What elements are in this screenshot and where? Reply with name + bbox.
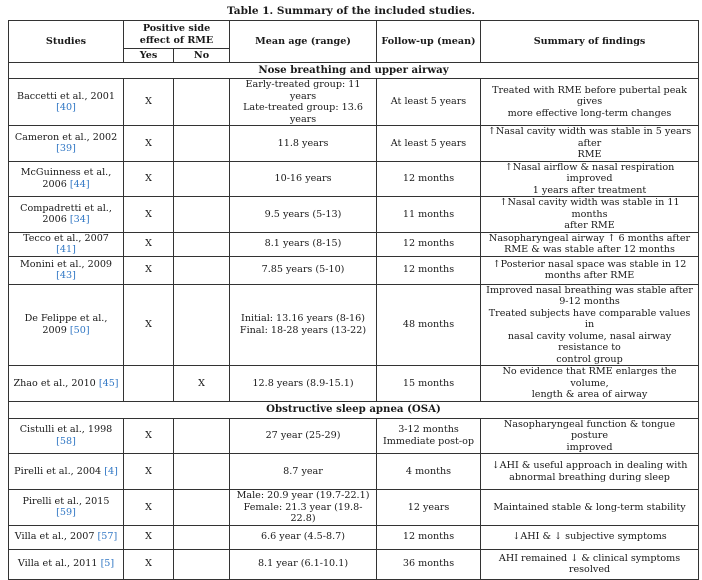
findings-line: 9-12 months [559, 296, 620, 307]
yes-cell: X [124, 161, 174, 197]
reference-link[interactable]: [34] [69, 214, 90, 226]
mean-age-cell [230, 284, 377, 366]
follow-up-cell [377, 454, 481, 490]
mean-age-line: Early-treated group: 11 years [245, 79, 361, 102]
study-name: Cistulli et al., 1998 [19, 424, 113, 436]
reference-link[interactable]: [50] [69, 324, 90, 336]
mean-age-line: Female: 21.3 year (19.8-22.8) [243, 501, 363, 524]
findings-line: Nasopharyngeal function & tongue posture [503, 418, 676, 441]
summary-table [8, 20, 699, 580]
table-row [9, 197, 699, 233]
follow-up-line: 48 months [402, 319, 455, 330]
findings-line: Improved nasal breathing was stable after [486, 284, 693, 296]
findings-line: ↑Nasal airflow & nasal respiration improved [504, 161, 675, 184]
findings-line: Treated subjects have comparable values in [488, 307, 691, 330]
findings-line: AHI remained ↓ & clinical symptoms [498, 552, 681, 564]
findings-line: ↑Nasal cavity width was stable in 11 months [499, 197, 680, 220]
table-row [9, 549, 699, 579]
study-cell [9, 366, 124, 402]
no-cell: X [174, 366, 230, 402]
mean-age-line: Late-treated group: 13.6 [243, 102, 363, 113]
reference-link[interactable]: [41] [56, 244, 76, 255]
findings-line: Maintained stable & long-term stability [493, 501, 686, 513]
follow-up-cell [377, 197, 481, 233]
study-cell [9, 549, 124, 579]
findings-line: ↓AHI & ↓ subjective symptoms [512, 531, 667, 543]
table-row [9, 454, 699, 490]
mean-age-line: Initial: 13.16 years (8-16) [241, 313, 365, 325]
table-row [9, 366, 699, 402]
findings-line: No evidence that RME enlarges the volume, [502, 366, 677, 389]
mean-age-line: 12.8 years (8.9-15.1) [252, 377, 354, 389]
header-no: No [174, 49, 230, 63]
follow-up-cell [377, 418, 481, 454]
study-name: McGuinness et al., [20, 167, 112, 179]
study-name: Zhao et al., 2010 [13, 377, 96, 389]
findings-line: improved [566, 441, 613, 453]
findings-line: control group [556, 353, 623, 365]
reference-link[interactable]: [57] [97, 531, 118, 543]
study-name: Compadretti et al., [20, 202, 112, 214]
study-cell [9, 161, 124, 197]
mean-age-cell [230, 232, 377, 256]
no-cell [174, 256, 230, 284]
no-cell [174, 197, 230, 233]
mean-age-line: 8.7 year [283, 465, 323, 477]
findings-cell [481, 79, 699, 126]
mean-age-cell [230, 418, 377, 454]
reference-link[interactable]: [59] [56, 507, 76, 519]
no-cell [174, 161, 230, 197]
table-caption: Table 1. Summary of the included studies. [226, 5, 476, 17]
findings-cell [481, 549, 699, 579]
no-cell [174, 79, 230, 126]
mean-age-line: 27 year (25-29) [265, 430, 341, 441]
section-title: Obstructive sleep apnea (OSA) [9, 401, 699, 418]
yes-cell: X [124, 549, 174, 579]
mean-age-line: years [289, 113, 317, 125]
study-cell [9, 418, 124, 454]
study-name: Pirelli et al., 2004 [14, 465, 102, 477]
yes-cell: X [124, 490, 174, 526]
table-row [9, 256, 699, 284]
follow-up-line: 11 months [402, 208, 455, 220]
findings-line: months after RME [544, 270, 635, 281]
no-cell [174, 549, 230, 579]
reference-link[interactable]: [43] [56, 270, 76, 281]
mean-age-cell [230, 525, 377, 549]
no-cell [174, 490, 230, 526]
findings-cell [481, 126, 699, 162]
mean-age-cell [230, 79, 377, 126]
mean-age-cell [230, 549, 377, 579]
follow-up-line: 4 months [405, 465, 452, 477]
table-row [9, 161, 699, 197]
follow-up-cell [377, 161, 481, 197]
study-name: Villa et al., 2007 [14, 531, 95, 543]
mean-age-cell [230, 197, 377, 233]
mean-age-line: Male: 20.9 year (19.7-22.1) [236, 490, 370, 501]
no-cell [174, 525, 230, 549]
findings-line: length & area of airway [531, 389, 648, 400]
yes-cell: X [124, 454, 174, 490]
findings-line: abnormal breathing during sleep [509, 471, 670, 483]
follow-up-cell [377, 126, 481, 162]
yes-cell: X [124, 418, 174, 454]
mean-age-line: 10-16 years [274, 173, 332, 184]
study-cell [9, 454, 124, 490]
findings-line: RME [577, 149, 602, 160]
study-name: Monini et al., 2009 [19, 258, 113, 270]
follow-up-cell [377, 490, 481, 526]
table-row [9, 232, 699, 256]
findings-line: Nasopharyngeal airway ↑ 6 months after [488, 232, 691, 244]
reference-link[interactable]: [58] [56, 435, 76, 447]
follow-up-cell [377, 549, 481, 579]
findings-line: Treated with RME before pubertal peak gives [492, 84, 687, 108]
no-cell [174, 418, 230, 454]
findings-cell [481, 161, 699, 197]
header-side-effect: Positive side effect of RME [124, 21, 230, 49]
follow-up-cell [377, 256, 481, 284]
no-cell [174, 126, 230, 162]
reference-link[interactable]: [39] [56, 143, 76, 155]
study-cell [9, 197, 124, 233]
table-row [9, 284, 699, 366]
table-row [9, 126, 699, 162]
reference-link[interactable]: [5] [100, 558, 115, 570]
yes-cell: X [124, 126, 174, 162]
findings-cell [481, 454, 699, 490]
study-name: Villa et al., 2011 [17, 558, 98, 570]
mean-age-line: Final: 18-28 years (13-22) [239, 324, 367, 336]
study-cell [9, 126, 124, 162]
follow-up-cell [377, 232, 481, 256]
reference-link[interactable]: [40] [56, 102, 76, 113]
yes-cell: X [124, 232, 174, 256]
reference-link[interactable]: [45] [98, 377, 119, 389]
findings-line: 1 years after treatment [532, 184, 647, 196]
header-follow-up: Follow-up (mean) [377, 21, 481, 63]
study-name: 2006 [42, 214, 67, 226]
follow-up-cell [377, 366, 481, 402]
header-yes: Yes [124, 49, 174, 63]
table-row [9, 418, 699, 454]
section-title: Nose breathing and upper airway [9, 63, 699, 79]
follow-up-line: 3-12 months [398, 424, 459, 436]
yes-cell: X [124, 79, 174, 126]
follow-up-cell [377, 525, 481, 549]
study-name: 2006 [42, 178, 67, 190]
mean-age-cell [230, 490, 377, 526]
follow-up-line: At least 5 years [390, 137, 467, 149]
mean-age-cell [230, 366, 377, 402]
follow-up-cell [377, 79, 481, 126]
study-name: Pirelli et al., 2015 [22, 495, 110, 507]
reference-link[interactable]: [4] [104, 465, 118, 477]
follow-up-line: 12 months [402, 531, 455, 543]
table-row [9, 490, 699, 526]
header-mean-age: Mean age (range) [230, 21, 377, 63]
study-cell [9, 232, 124, 256]
findings-cell [481, 256, 699, 284]
mean-age-line: 8.1 year (6.1-10.1) [257, 558, 349, 570]
findings-line: ↓AHI & useful approach in dealing with [491, 460, 688, 471]
study-cell [9, 525, 124, 549]
findings-line: RME & was stable after 12 months [504, 244, 675, 255]
mean-age-line: 8.1 years (8-15) [264, 238, 342, 250]
follow-up-line: 12 years [407, 501, 450, 513]
mean-age-line: 7.85 years (5-10) [261, 264, 345, 276]
findings-line: nasal cavity volume, nasal airway resistance to [507, 330, 672, 353]
follow-up-line: 15 months [402, 377, 455, 389]
study-name: Tecco et al., 2007 [23, 232, 109, 244]
findings-line: resolved [568, 564, 611, 575]
findings-cell [481, 366, 699, 402]
mean-age-cell [230, 126, 377, 162]
header-findings: Summary of findings [481, 21, 699, 63]
findings-line: more effective long-term changes [507, 107, 672, 119]
findings-cell [481, 418, 699, 454]
study-name: Cameron et al., 2002 [14, 131, 118, 143]
follow-up-line: 12 months [402, 173, 455, 184]
mean-age-cell [230, 454, 377, 490]
table-row [9, 525, 699, 549]
reference-link[interactable]: [44] [69, 178, 90, 190]
study-cell [9, 79, 124, 126]
findings-line: ↑Posterior nasal space was stable in 12 [492, 258, 687, 270]
yes-cell: X [124, 284, 174, 366]
follow-up-line: At least 5 years [390, 96, 467, 108]
study-name: De Felippe et al., 2009 [24, 313, 108, 336]
findings-cell [481, 490, 699, 526]
follow-up-cell [377, 284, 481, 366]
findings-line: after RME [564, 220, 615, 231]
no-cell [174, 284, 230, 366]
no-cell [174, 454, 230, 490]
yes-cell: X [124, 197, 174, 233]
findings-cell [481, 232, 699, 256]
table-row [9, 79, 699, 126]
mean-age-line: 11.8 years [277, 137, 329, 149]
follow-up-line: 36 months [402, 558, 455, 570]
study-cell [9, 256, 124, 284]
mean-age-cell [230, 256, 377, 284]
no-cell [174, 232, 230, 256]
yes-cell [124, 366, 174, 402]
table-body [9, 63, 699, 580]
findings-cell [481, 525, 699, 549]
yes-cell: X [124, 525, 174, 549]
study-cell [9, 284, 124, 366]
yes-cell: X [124, 256, 174, 284]
header-studies: Studies [9, 21, 124, 63]
follow-up-line: 12 months [402, 238, 455, 250]
findings-cell [481, 284, 699, 366]
follow-up-line: 12 months [402, 264, 455, 276]
study-cell [9, 490, 124, 526]
mean-age-cell [230, 161, 377, 197]
findings-cell [481, 197, 699, 233]
mean-age-line: 9.5 years (5-13) [264, 208, 342, 220]
mean-age-line: 6.6 year (4.5-8.7) [261, 531, 346, 543]
follow-up-line: Immediate post-op [383, 435, 475, 447]
findings-line: ↑Nasal cavity width was stable in 5 years after [487, 126, 692, 149]
study-name: Baccetti et al., 2001 [17, 90, 115, 102]
